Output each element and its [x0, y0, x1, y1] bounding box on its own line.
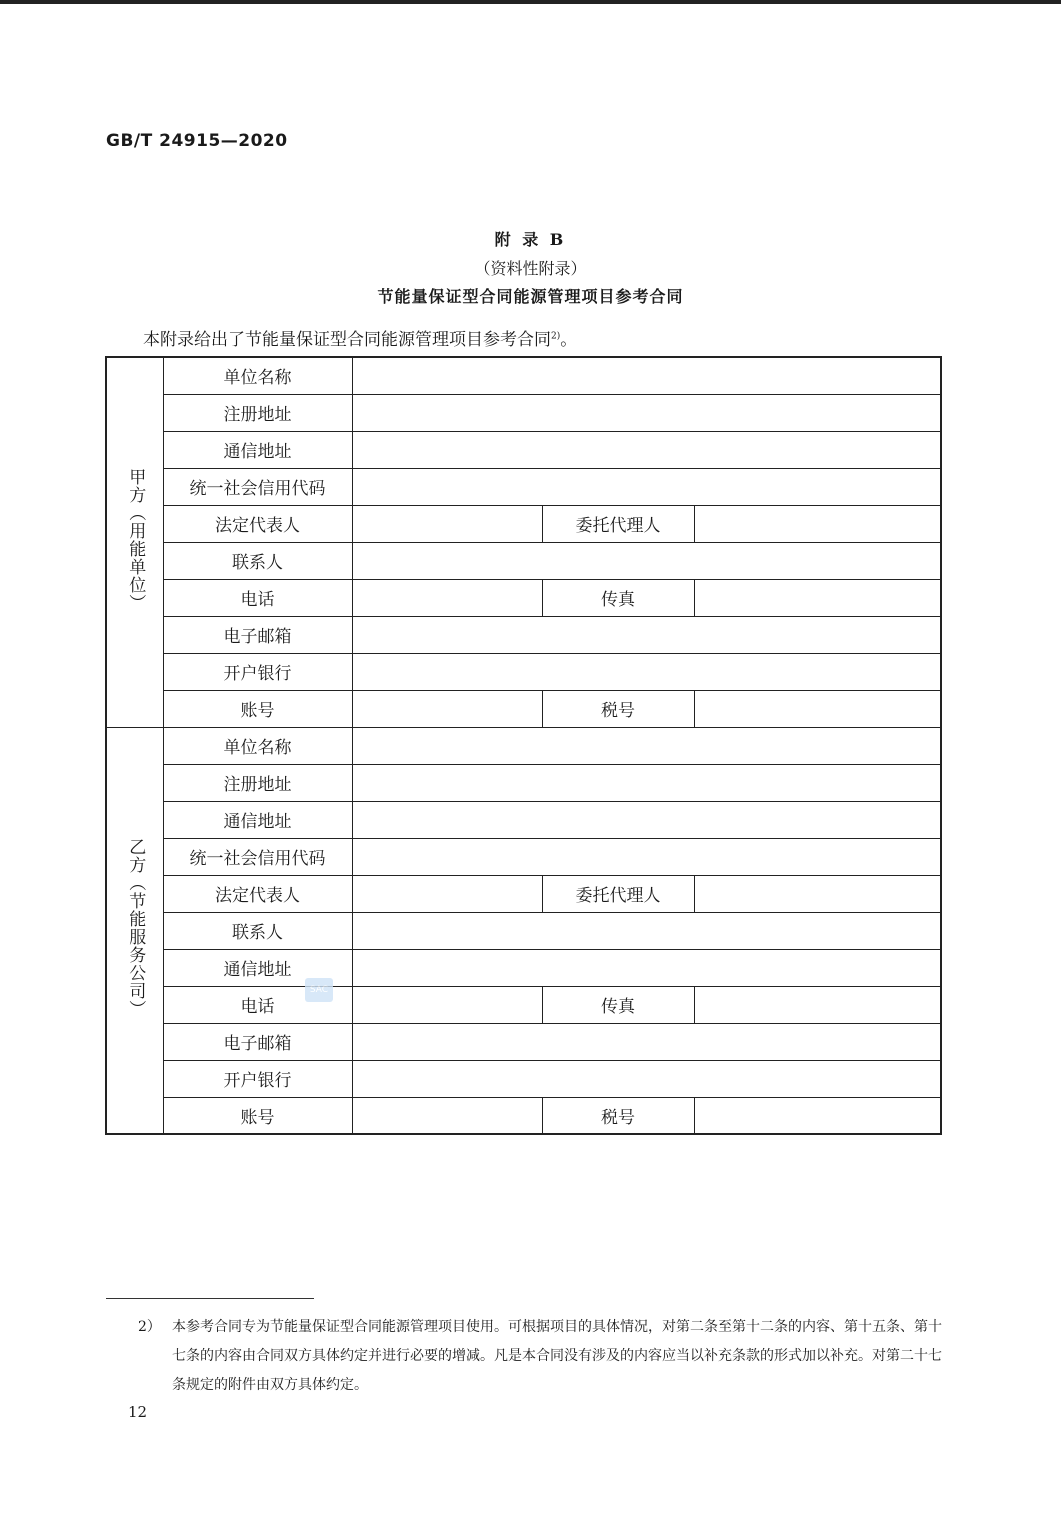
table-row: [106, 986, 941, 1023]
field-label: 开户银行: [163, 1060, 352, 1097]
field-value[interactable]: [352, 1097, 542, 1134]
field-value[interactable]: [352, 653, 941, 690]
table-row: [106, 431, 941, 468]
table-row: [106, 838, 941, 875]
table-row: [106, 357, 941, 394]
field-value[interactable]: [352, 875, 542, 912]
footnote-ref: 2): [551, 331, 561, 342]
field-value[interactable]: [352, 431, 941, 468]
field-label: 单位名称: [163, 357, 352, 394]
field-value[interactable]: [352, 949, 941, 986]
field-value[interactable]: [694, 1097, 941, 1134]
party-a-label-cell: [106, 357, 163, 727]
table-row: [106, 875, 941, 912]
top-border: [0, 0, 1061, 4]
field-label: 开户银行: [163, 653, 352, 690]
table-row: [106, 542, 941, 579]
field-value[interactable]: [352, 579, 542, 616]
table-row: [106, 468, 941, 505]
field-value[interactable]: [694, 579, 941, 616]
field-value[interactable]: [352, 690, 542, 727]
field-value[interactable]: [694, 875, 941, 912]
field-value[interactable]: [694, 986, 941, 1023]
field-value[interactable]: [352, 394, 941, 431]
table-row: [106, 801, 941, 838]
watermark-logo: SAC: [305, 978, 333, 1002]
field-value[interactable]: [352, 616, 941, 653]
field-label: 传真: [542, 579, 694, 616]
field-value[interactable]: [352, 1060, 941, 1097]
field-value[interactable]: [352, 912, 941, 949]
field-value[interactable]: [352, 542, 941, 579]
table-row: [106, 579, 941, 616]
field-label: 联系人: [163, 912, 352, 949]
field-value[interactable]: [352, 468, 941, 505]
party-info-table: [105, 356, 942, 1135]
table-row: [106, 505, 941, 542]
party-a-label: 甲方（用能单位）: [125, 467, 146, 612]
table-row: [106, 394, 941, 431]
appendix-name: 节能量保证型合同能源管理项目参考合同: [377, 287, 684, 306]
table-row: [106, 949, 941, 986]
party-b-label: 乙方（节能服务公司）: [125, 837, 146, 1018]
field-value[interactable]: [352, 986, 542, 1023]
field-value[interactable]: [352, 357, 941, 394]
field-label: 通信地址: [163, 949, 352, 986]
table-row: [106, 912, 941, 949]
footnote-rule: [106, 1298, 314, 1299]
field-label: 税号: [542, 690, 694, 727]
intro-text: 本附录给出了节能量保证型合同能源管理项目参考合同: [143, 330, 551, 350]
appendix-subtitle: （资料性附录）: [474, 259, 587, 278]
field-value[interactable]: [352, 505, 542, 542]
field-value[interactable]: [352, 1023, 941, 1060]
table-row: [106, 690, 941, 727]
field-value[interactable]: [352, 727, 941, 764]
page-number: 12: [128, 1403, 148, 1421]
intro-end: 。: [560, 330, 578, 350]
field-value[interactable]: [694, 505, 941, 542]
field-value[interactable]: [352, 801, 941, 838]
field-label: 通信地址: [163, 431, 352, 468]
table-row: [106, 1060, 941, 1097]
field-label: 电话: [163, 986, 352, 1023]
field-label: 法定代表人: [163, 875, 352, 912]
field-value[interactable]: [352, 838, 941, 875]
table-row: [106, 764, 941, 801]
table-row: [106, 1023, 941, 1060]
field-label: 注册地址: [163, 764, 352, 801]
field-label: 电子邮箱: [163, 1023, 352, 1060]
field-label: 法定代表人: [163, 505, 352, 542]
field-value[interactable]: [694, 690, 941, 727]
field-label: 联系人: [163, 542, 352, 579]
field-label: 传真: [542, 986, 694, 1023]
field-label: 委托代理人: [542, 875, 694, 912]
field-label: 账号: [163, 690, 352, 727]
field-label: 税号: [542, 1097, 694, 1134]
field-label: 统一社会信用代码: [163, 838, 352, 875]
field-label: 注册地址: [163, 394, 352, 431]
table-row: [106, 727, 941, 764]
appendix-title: 附 录 B: [494, 230, 567, 249]
standard-code: GB/T 24915—2020: [106, 131, 288, 151]
field-label: 单位名称: [163, 727, 352, 764]
field-label: 电子邮箱: [163, 616, 352, 653]
footnote: [138, 1313, 948, 1400]
field-value[interactable]: [352, 764, 941, 801]
footnote-text: 本参考合同专为节能量保证型合同能源管理项目使用。可根据项目的具体情况，对第二条至第十二条的内容、第十五条、第十七条的内容由合同双方具体约定并进行必要的增减。凡是本合同没有涉及的内容应当以补充条款的形式加以补充。对第二十七条规定的附件由双方具体约定。: [172, 1319, 942, 1393]
table-row: [106, 1097, 941, 1134]
footnote-number: 2）: [138, 1319, 161, 1335]
intro-paragraph: [143, 325, 577, 350]
field-label: 账号: [163, 1097, 352, 1134]
party-b-label-cell: [106, 727, 163, 1134]
field-label: 统一社会信用代码: [163, 468, 352, 505]
field-label: 电话: [163, 579, 352, 616]
field-label: 通信地址: [163, 801, 352, 838]
field-label: 委托代理人: [542, 505, 694, 542]
table-row: [106, 653, 941, 690]
table-row: [106, 616, 941, 653]
